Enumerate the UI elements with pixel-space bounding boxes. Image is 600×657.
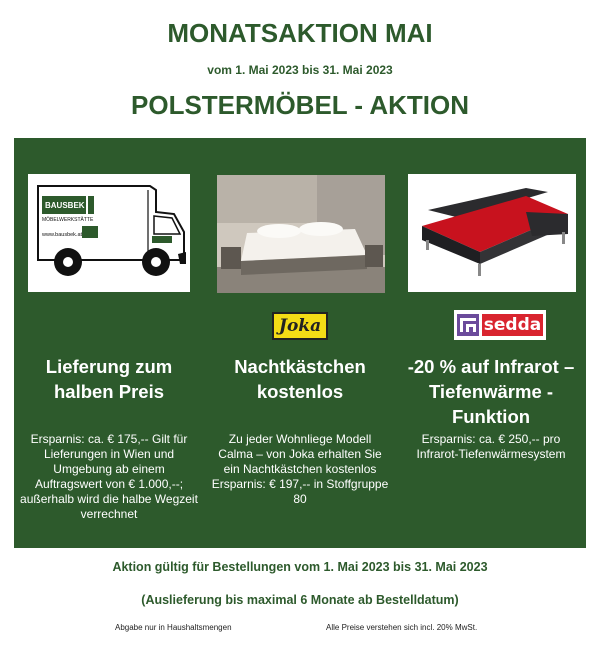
household-note: Abgabe nur in Haushaltsmengen [115, 623, 232, 632]
sedda-logo [454, 310, 546, 340]
sofa-photo-image [408, 174, 576, 292]
delivery-note: (Auslieferung bis maximal 6 Monate ab Bestelldatum) [141, 593, 459, 607]
delivery-van-image [28, 174, 190, 292]
offers-panel [14, 138, 586, 548]
vat-note: Alle Preise verstehen sich incl. 20% MwSt. [326, 623, 478, 632]
offer-infrared-headline: -20 % auf Infrarot – Tiefenwärme - Funktion [407, 356, 575, 427]
van-subtitle: MÖBELWERKSTÄTTE [42, 217, 94, 223]
offer-infrared-body: Ersparnis: ca. € 250,-- pro Infrarot-Tiefenwärmesystem [416, 432, 566, 461]
page-title: MONATSAKTION MAI [167, 18, 433, 48]
validity-note: Aktion gültig für Bestellungen vom 1. Mai 2023 bis 31. Mai 2023 [112, 560, 488, 574]
promotion-period: vom 1. Mai 2023 bis 31. Mai 2023 [207, 63, 393, 77]
offer-delivery-headline: Lieferung zum halben Preis [45, 356, 173, 402]
joka-logo: Joka [272, 312, 328, 340]
offer-nightstand-body: Zu jeder Wohnliege Modell Calma – von Joka erhalten Sie ein Nachtkästchen kostenlos Ersparnis: € 197,-- in Stoffgruppe 80 [211, 432, 389, 506]
promotion-subtitle: POLSTERMÖBEL - AKTION [131, 90, 469, 120]
sedda-mark-icon [457, 314, 479, 336]
van-url: www.bausbek.at [42, 232, 83, 238]
sedda-wordmark: sedda [483, 315, 542, 335]
offer-delivery-body: Ersparnis: ca. € 175,-- Gilt für Lieferungen in Wien und Umgebung ab einem Auftragswert von € 1.000,--; außerhalb wird die halbe Wegzeit verrechnet [20, 432, 198, 521]
offer-nightstand-headline: Nachtkästchen kostenlos [234, 356, 366, 402]
bedroom-photo-image [217, 175, 385, 293]
van-brand: BAUSBEK [45, 201, 85, 210]
